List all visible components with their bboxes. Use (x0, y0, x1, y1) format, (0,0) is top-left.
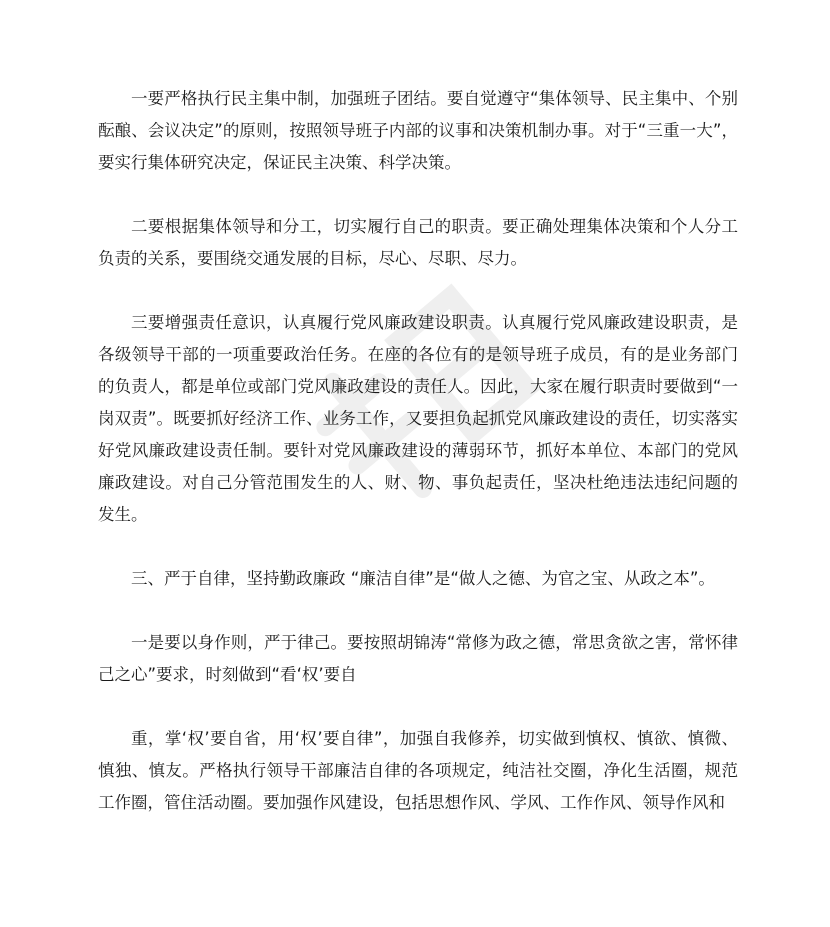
paragraph-1: 一要严格执行民主集中制，加强班子团结。要自觉遵守“集体领导、民主集中、个别酝酿、会议决定”的原则，按照领导班子内部的议事和决策机制办事。对于“三重一大”，要实行集体研究决定，保证民主决策、科学决策。 (98, 89, 738, 172)
paragraph-6: 重，掌‘权’要自省，用‘权’要自律”，加强自我修养，切实做到慎权、慎欲、慎微、慎独、慎友。严格执行领导干部廉洁自律的各项规定，纯洁社交圈，净化生活圈，规范工作圈，管住活动圈。要加强作风建设，包括思想作风、学风、工作作风、领导作风和 (98, 729, 738, 812)
section-heading-paragraph: 三、严于自律，坚持勤政廉政 “廉洁自律”是“做人之德、为官之宝、从政之本”。 (131, 569, 715, 588)
document-body (98, 83, 738, 851)
paragraph-3: 三要增强责任意识，认真履行党风廉政建设职责。认真履行党风廉政建设职责，是各级领导干部的一项重要政治任务。在座的各位有的是领导班子成员，有的是业务部门的负责人，都是单位或部门党风廉政建设的责任人。因此，大家在履行职责时要做到“一岗双责”。既要抓好经济工作、业务工作，又要担负起抓党风廉政建设的责任，切实落实好党风廉政建设责任制。要针对党风廉政建设的薄弱环节，抓好本单位、本部门的党风廉政建设。对自己分管范围发生的人、财、物、事负起责任，坚决杜绝违法违纪问题的发生。 (98, 313, 738, 524)
paragraph-5: 一是要以身作则，严于律己。要按照胡锦涛“常修为政之德，常思贪欲之害，常怀律己之心”要求，时刻做到“看‘权’要自 (98, 633, 738, 684)
paragraph-2: 二要根据集体领导和分工，切实履行自己的职责。要正确处理集体决策和个人分工负责的关系，要围绕交通发展的目标，尽心、尽职、尽力。 (98, 217, 738, 268)
